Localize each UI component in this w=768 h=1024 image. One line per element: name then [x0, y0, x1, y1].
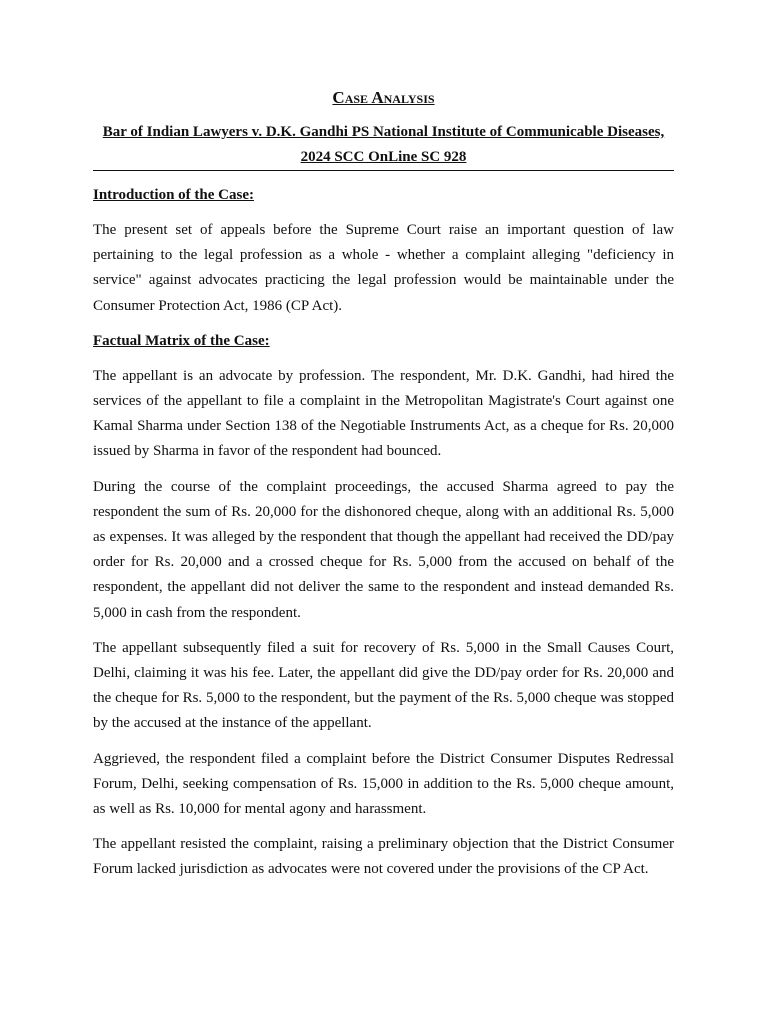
title-divider — [93, 170, 674, 171]
paragraph: The appellant resisted the complaint, raising a preliminary objection that the District Consumer Forum lacked jurisdiction as advocates were not covered under the provisions of the CP Act. — [93, 836, 674, 878]
section-heading: Introduction of the Case: — [93, 187, 254, 203]
section-heading: Factual Matrix of the Case: — [93, 332, 270, 349]
case-name-line-2: 2024 SCC OnLine SC 928 — [300, 149, 467, 165]
paragraph: Aggrieved, the respondent filed a complaint before the District Consumer Disputes Redressal Forum, Delhi, seeking compensation of Rs. 15,000 in addition to the Rs. 5,000 cheque amount, as well as Rs. 10,000 for mental agony and harassment. — [93, 750, 674, 818]
document-page — [93, 86, 674, 893]
document-title: Case Analysis — [332, 88, 435, 107]
section-factual-matrix — [93, 329, 674, 883]
section-introduction — [93, 183, 674, 319]
paragraph: The appellant subsequently filed a suit for recovery of Rs. 5,000 in the Small Causes Court, Delhi, claiming it was his fee. Later, the appellant did give the DD/pay order for Rs. 20,000 and the cheque for Rs. 5,000 to the respondent, but the payment of the Rs. 5,000 cheque was stopped by the accused at the instance of the appellant. — [93, 639, 674, 732]
paragraph: The appellant is an advocate by profession. The respondent, Mr. D.K. Gandhi, had hired the services of the appellant to file a complaint in the Metropolitan Magistrate's Court against one Kamal Sharma under Section 138 of the Negotiable Instruments Act, as a cheque for Rs. 20,000 issued by Sharma in favor of the respondent had bounced. — [93, 367, 674, 460]
paragraph: During the course of the complaint proceedings, the accused Sharma agreed to pay the respondent the sum of Rs. 20,000 for the dishonored cheque, along with an additional Rs. 5,000 as expenses. It was alleged by the respondent that though the appellant had received the DD/pay order for Rs. 20,000 and a crossed cheque for Rs. 5,000 from the accused on behalf of the respondent, the appellant did not deliver the same to the respondent and instead demanded Rs. 5,000 in cash from the respondent. — [93, 478, 674, 621]
paragraph: The present set of appeals before the Supreme Court raise an important question of law pertaining to the legal profession as a whole - whether a complaint alleging "deficiency in service" against advocates practicing the legal profession would be maintainable under the Consumer Protection Act, 1986 (CP Act). — [93, 222, 674, 314]
case-name-line-1: Bar of Indian Lawyers v. D.K. Gandhi PS National Institute of Communicable Diseases, — [102, 124, 665, 140]
